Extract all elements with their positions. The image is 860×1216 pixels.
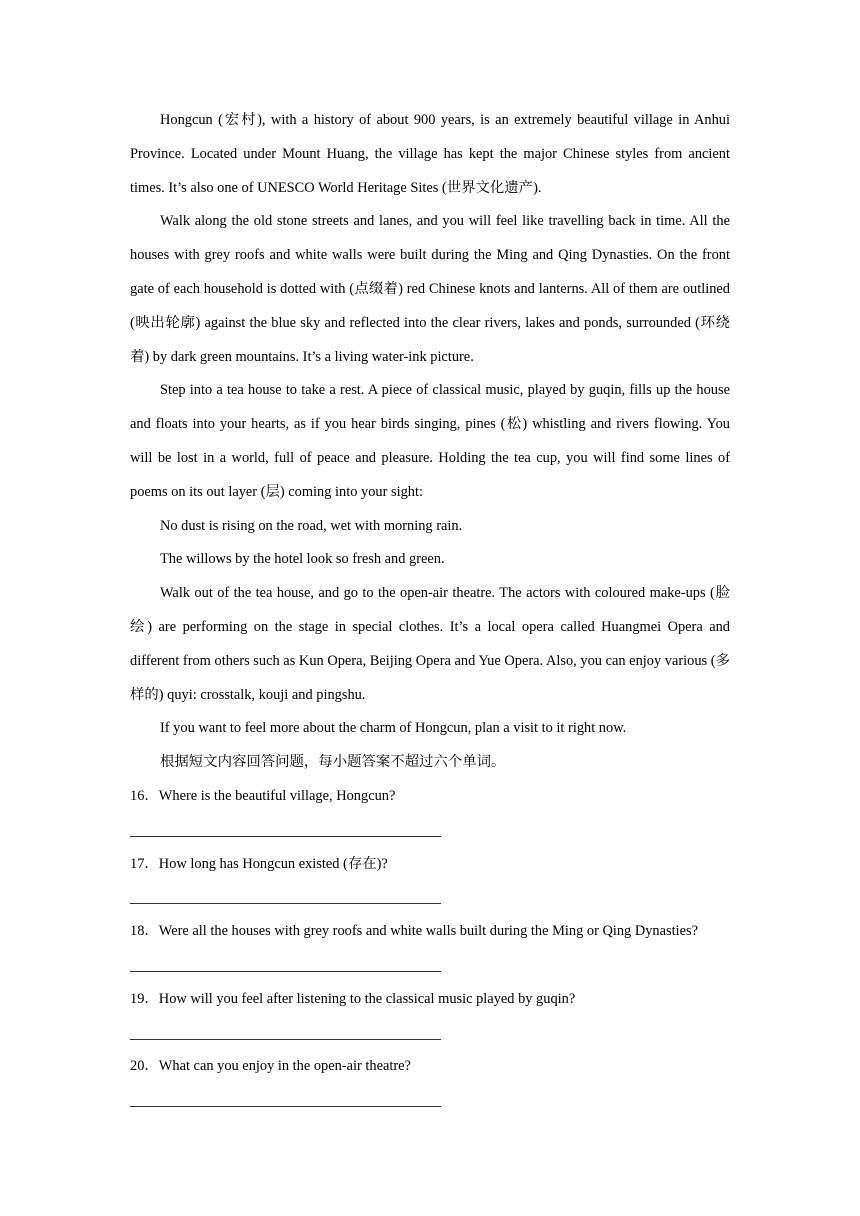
- question-number: 16．: [130, 787, 159, 804]
- poem-line-2: The willows by the hotel look so fresh and green.: [160, 551, 445, 568]
- question-19: [130, 983, 730, 1051]
- paragraph-tea-house: Step into a tea house to take a rest. A piece of classical music, played by guqin, fills up the house and floats into your hearts, as if you hear birds singing, pines (松) whistling and rivers flowing. You will be lost in a world, full of peace and pleasure. Holding the tea cup, you will find some lines of poems on its out layer (层) coming into your sight:: [130, 382, 730, 500]
- question-number: 17．: [130, 855, 159, 872]
- instruction-text: 根据短文内容回答问题，每小题答案不超过六个单词。: [160, 754, 506, 771]
- paragraph-intro: Hongcun (宏村), with a history of about 900 years, is an extremely beautiful village in Anhui Province. Located under Mount Huang, the village has kept the major Chinese styles from ancient times. It’s also one of UNESCO World Heritage Sites (世界文化遗产).: [130, 112, 730, 196]
- answer-line[interactable]: [130, 814, 730, 848]
- paragraph-closing: If you want to feel more about the charm of Hongcun, plan a visit to it right now.: [160, 720, 627, 737]
- question-prompt: Were all the houses with grey roofs and white walls built during the Ming or Qing Dynasties?: [158, 923, 698, 940]
- question-number: 18．: [130, 923, 159, 940]
- question-18: [130, 915, 730, 983]
- question-number: 19．: [130, 990, 159, 1007]
- paragraph-streets: Walk along the old stone streets and lanes, and you will feel like travelling back in time. All the houses with grey roofs and white walls were built during the Ming and Qing Dynasties. On the front gate of each household is dotted with (点缀着) red Chinese knots and lanterns. All of them are outlined (映出轮廓) against the blue sky and reflected into the clear rivers, lakes and ponds, surrounded (环绕着) by dark green mountains. It’s a living water-ink picture.: [130, 213, 730, 365]
- question-20: [130, 1050, 730, 1118]
- question-prompt: Where is the beautiful village, Hongcun?: [158, 787, 396, 804]
- question-number: 20．: [130, 1058, 159, 1075]
- question-text: [130, 780, 730, 814]
- answer-line[interactable]: [130, 881, 730, 915]
- question-text: [130, 1050, 730, 1084]
- question-text: [130, 915, 730, 949]
- reading-passage: [130, 104, 730, 1118]
- question-prompt: How will you feel after listening to the classical music played by guqin?: [158, 990, 576, 1007]
- answer-line[interactable]: [130, 1017, 730, 1051]
- question-text: [130, 848, 730, 882]
- answer-line[interactable]: [130, 1084, 730, 1118]
- paragraph-theatre: Walk out of the tea house, and go to the open-air theatre. The actors with coloured make-ups (脸绘) are performing on the stage in special clothes. It’s a local opera called Huangmei Opera and different from others such as Kun Opera, Beijing Opera and Yue Opera. Also, you can enjoy various (多样的) quyi: crosstalk, kouji and pingshu.: [130, 585, 730, 703]
- question-list: [130, 780, 730, 1118]
- question-prompt: What can you enjoy in the open-air theatre?: [158, 1058, 411, 1075]
- answer-line[interactable]: [130, 949, 730, 983]
- question-16: [130, 780, 730, 848]
- question-prompt: How long has Hongcun existed (存在)?: [158, 855, 388, 872]
- question-17: [130, 848, 730, 916]
- question-text: [130, 983, 730, 1017]
- poem-line-1: No dust is rising on the road, wet with morning rain.: [160, 517, 463, 534]
